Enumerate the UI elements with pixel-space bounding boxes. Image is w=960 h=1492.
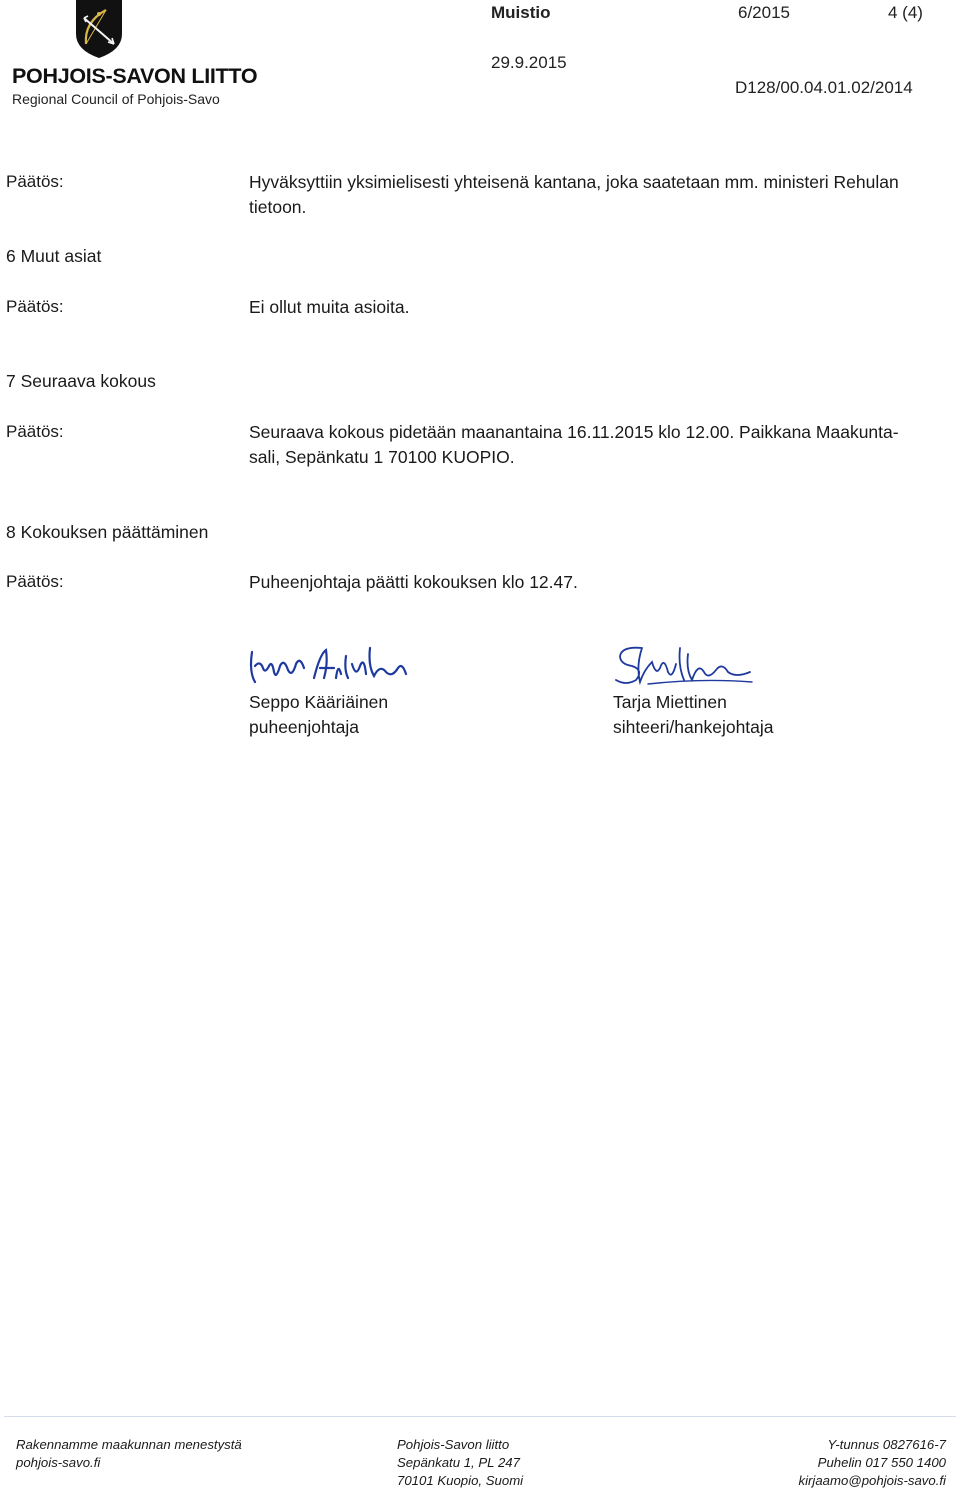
footer-divider	[4, 1416, 956, 1417]
decision-text	[249, 420, 899, 470]
section-heading: 8 Kokouksen päättäminen	[6, 522, 209, 542]
decision-label: Päätös:	[6, 422, 64, 441]
doc-type: Muistio	[491, 3, 551, 22]
text-line: Puheenjohtaja päätti kokouksen klo 12.47.	[249, 572, 578, 592]
decision-label: Päätös:	[6, 297, 64, 316]
footer-contact-column	[798, 1436, 946, 1490]
signatory-name: Tarja Miettinen	[613, 692, 727, 712]
decision-text	[249, 170, 899, 220]
footer-slogan-column	[16, 1436, 242, 1472]
decision-text	[249, 570, 578, 595]
footer-address-column	[397, 1436, 523, 1490]
text-line: sali, Sepänkatu 1 70100 KUOPIO.	[249, 447, 515, 467]
section-heading: 7 Seuraava kokous	[6, 371, 156, 391]
text-line: Seuraava kokous pidetään maanantaina 16.11.2015 klo 12.00. Paikkana Maakunta-	[249, 422, 899, 442]
text-line: Ei ollut muita asioita.	[249, 297, 410, 317]
section-heading: 6 Muut asiat	[6, 246, 102, 266]
signatory-secretary	[613, 690, 774, 740]
footer-street: Sepänkatu 1, PL 247	[397, 1455, 520, 1470]
footer-city: 70101 Kuopio, Suomi	[397, 1473, 524, 1488]
organization-logo	[76, 0, 122, 58]
footer-website: pohjois-savo.fi	[16, 1455, 101, 1470]
signature-image	[246, 644, 410, 690]
footer-slogan: Rakennamme maakunnan menestystä	[16, 1437, 242, 1452]
org-name: POHJOIS-SAVON LIITTO	[12, 64, 258, 88]
signatory-name: Seppo Kääriäinen	[249, 692, 389, 712]
org-subtitle: Regional Council of Pohjois-Savo	[12, 91, 220, 107]
text-line: tietoon.	[249, 197, 307, 217]
text-line: Hyväksyttiin yksimielisesti yhteisenä kantana, joka saatetaan mm. ministeri Rehulan	[249, 172, 899, 192]
record-id: D128/00.04.01.02/2014	[735, 78, 913, 97]
footer-phone: Puhelin 017 550 1400	[817, 1455, 946, 1470]
signatory-role: sihteeri/hankejohtaja	[613, 717, 774, 737]
doc-date: 29.9.2015	[491, 53, 567, 72]
doc-number: 6/2015	[738, 3, 790, 22]
signatory-role: puheenjohtaja	[249, 717, 359, 737]
page-number: 4 (4)	[888, 3, 923, 22]
coat-of-arms-icon	[76, 0, 122, 58]
decision-label: Päätös:	[6, 172, 64, 191]
signatory-chair	[249, 690, 388, 740]
footer-email: kirjaamo@pohjois-savo.fi	[798, 1473, 946, 1488]
footer-business-id: Y-tunnus 0827616-7	[827, 1437, 946, 1452]
decision-text	[249, 295, 410, 320]
decision-label: Päätös:	[6, 572, 64, 591]
footer-org: Pohjois-Savon liitto	[397, 1437, 510, 1452]
signature-image	[612, 642, 756, 690]
